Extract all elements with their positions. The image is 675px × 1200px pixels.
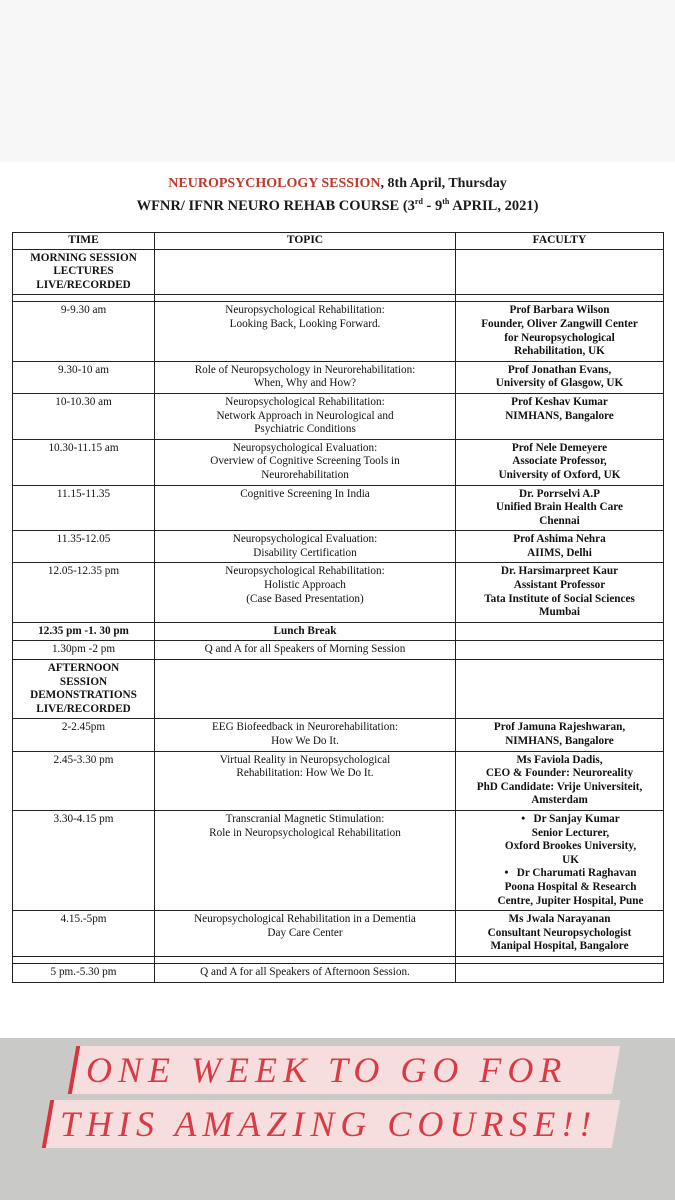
faculty-affiliation: Poona Hospital & Research Centre, Jupiter Hospital, Pune	[497, 880, 644, 907]
topic-cell: Q and A for all Speakers of Afternoon Session.	[155, 963, 456, 982]
faculty-name	[481, 867, 660, 881]
table-row	[13, 563, 664, 622]
course-title-part: - 9	[422, 197, 443, 214]
faculty-affiliation: Senior Lecturer, Oxford Brookes University, UK	[504, 826, 637, 866]
schedule-table	[12, 232, 664, 983]
morning-session-row	[13, 249, 664, 295]
topic-cell: Role of Neuropsychology in Neurorehabilitation: When, Why and How?	[155, 361, 456, 393]
course-title-sup: th	[442, 197, 450, 206]
bottom-overlay-band	[0, 1038, 675, 1200]
faculty-cell: Prof Jonathan Evans, University of Glasgow, UK	[456, 361, 664, 393]
time-cell: 1.30pm -2 pm	[13, 641, 155, 660]
topic-cell: Neuropsychological Evaluation: Overview of Cognitive Screening Tools in Neurorehabilitation	[155, 439, 456, 485]
qa-morning-row	[13, 641, 664, 660]
afternoon-session-row	[13, 660, 664, 719]
topic-cell: Transcranial Magnetic Stimulation: Role in Neuropsychological Rehabilitation	[155, 810, 456, 910]
topic-cell: Neuropsychological Evaluation: Disability Certification	[155, 531, 456, 563]
tms-row	[13, 810, 664, 910]
table-row	[13, 439, 664, 485]
table-row	[13, 485, 664, 531]
time-cell: 11.15-11.35	[13, 485, 155, 531]
time-cell: 5 pm.-5.30 pm	[13, 963, 155, 982]
empty-cell	[456, 660, 664, 719]
banner-line1: ONE WEEK TO GO FOR	[86, 1050, 568, 1090]
course-title	[0, 197, 675, 215]
morning-session-label: MORNING SESSION LECTURES LIVE/RECORDED	[13, 249, 155, 295]
empty-cell	[456, 249, 664, 295]
empty-cell	[155, 660, 456, 719]
time-cell: 2.45-3.30 pm	[13, 751, 155, 810]
topic-cell: EEG Biofeedback in Neurorehabilitation: How We Do It.	[155, 719, 456, 751]
faculty-cell	[456, 810, 664, 910]
time-cell: 12.05-12.35 pm	[13, 563, 155, 622]
topic-cell: Neuropsychological Rehabilitation: Holistic Approach (Case Based Presentation)	[155, 563, 456, 622]
course-title-part: WFNR/ IFNR NEURO REHAB COURSE (3	[136, 197, 415, 214]
time-cell: 9-9.30 am	[13, 302, 155, 361]
top-blank-area	[0, 0, 675, 162]
faculty-cell: Prof Ashima Nehra AIIMS, Delhi	[456, 531, 664, 563]
table-row	[13, 531, 664, 563]
table-row	[13, 361, 664, 393]
faculty-name-text: Dr Charumati Raghavan	[516, 867, 637, 880]
table-row	[13, 393, 664, 439]
topic-cell: Neuropsychological Rehabilitation: Network Approach in Neurological and Psychiatric Conditions	[155, 393, 456, 439]
time-cell: 11.35-12.05	[13, 531, 155, 563]
faculty-cell: Prof Nele Demeyere Associate Professor, University of Oxford, UK	[456, 439, 664, 485]
topic-cell: Neuropsychological Rehabilitation: Looking Back, Looking Forward.	[155, 302, 456, 361]
header-topic: TOPIC	[155, 233, 456, 250]
session-title	[0, 176, 675, 192]
session-title-rest: , 8th April, Thursday	[380, 176, 507, 191]
course-title-sup: rd	[414, 197, 423, 206]
table-row	[13, 751, 664, 810]
faculty-cell: Dr. Porrselvi A.P Unified Brain Health Care Chennai	[456, 485, 664, 531]
empty-cell	[456, 622, 664, 641]
faculty-name-text: Dr Sanjay Kumar	[533, 812, 620, 825]
time-cell: 10.30-11.15 am	[13, 439, 155, 485]
empty-cell	[456, 641, 664, 660]
spacer-row	[13, 295, 664, 302]
session-title-bold: NEUROPSYCHOLOGY SESSION	[168, 176, 381, 191]
lunch-topic: Lunch Break	[155, 622, 456, 641]
bullet-icon: •	[521, 812, 534, 825]
faculty-cell: Prof Keshav Kumar NIMHANS, Bangalore	[456, 393, 664, 439]
faculty-cell: Ms Jwala Narayanan Consultant Neuropsychologist Manipal Hospital, Bangalore	[456, 911, 664, 957]
table-row	[13, 911, 664, 957]
faculty-entry	[459, 813, 660, 867]
lunch-time: 12.35 pm -1. 30 pm	[13, 622, 155, 641]
faculty-cell: Ms Faviola Dadis, CEO & Founder: Neuroreality PhD Candidate: Vrije Universiteit, Amsterdam	[456, 751, 664, 810]
header-faculty: FACULTY	[456, 233, 664, 250]
table-row	[13, 719, 664, 751]
topic-cell: Cognitive Screening In India	[155, 485, 456, 531]
table-row	[13, 302, 664, 361]
table-header-row	[13, 233, 664, 250]
spacer-row	[13, 956, 664, 963]
topic-cell: Virtual Reality in Neuropsychological Rehabilitation: How We Do It.	[155, 751, 456, 810]
topic-cell: Q and A for all Speakers of Morning Session	[155, 641, 456, 660]
faculty-cell: Dr. Harsimarpreet Kaur Assistant Professor Tata Institute of Social Sciences Mumbai	[456, 563, 664, 622]
topic-cell: Neuropsychological Rehabilitation in a Dementia Day Care Center	[155, 911, 456, 957]
time-cell: 4.15.-5pm	[13, 911, 155, 957]
faculty-cell: Prof Barbara Wilson Founder, Oliver Zangwill Center for Neuropsychological Rehabilitation, UK	[456, 302, 664, 361]
time-cell: 10-10.30 am	[13, 393, 155, 439]
lunch-row	[13, 622, 664, 641]
faculty-entry	[459, 867, 660, 908]
time-cell: 3.30-4.15 pm	[13, 810, 155, 910]
empty-cell	[155, 249, 456, 295]
qa-afternoon-row	[13, 963, 664, 982]
bullet-icon: •	[504, 867, 517, 880]
empty-cell	[456, 963, 664, 982]
time-cell: 9.30-10 am	[13, 361, 155, 393]
faculty-cell: Prof Jamuna Rajeshwaran, NIMHANS, Bangalore	[456, 719, 664, 751]
schedule-document	[0, 162, 675, 1038]
faculty-name	[481, 813, 660, 827]
time-cell: 2-2.45pm	[13, 719, 155, 751]
course-title-part: APRIL, 2021)	[449, 197, 539, 214]
banner-line2: THIS AMAZING COURSE!!	[60, 1104, 598, 1144]
afternoon-session-label: AFTERNOON SESSION DEMONSTRATIONS LIVE/RECORDED	[13, 660, 155, 719]
header-time: TIME	[13, 233, 155, 250]
